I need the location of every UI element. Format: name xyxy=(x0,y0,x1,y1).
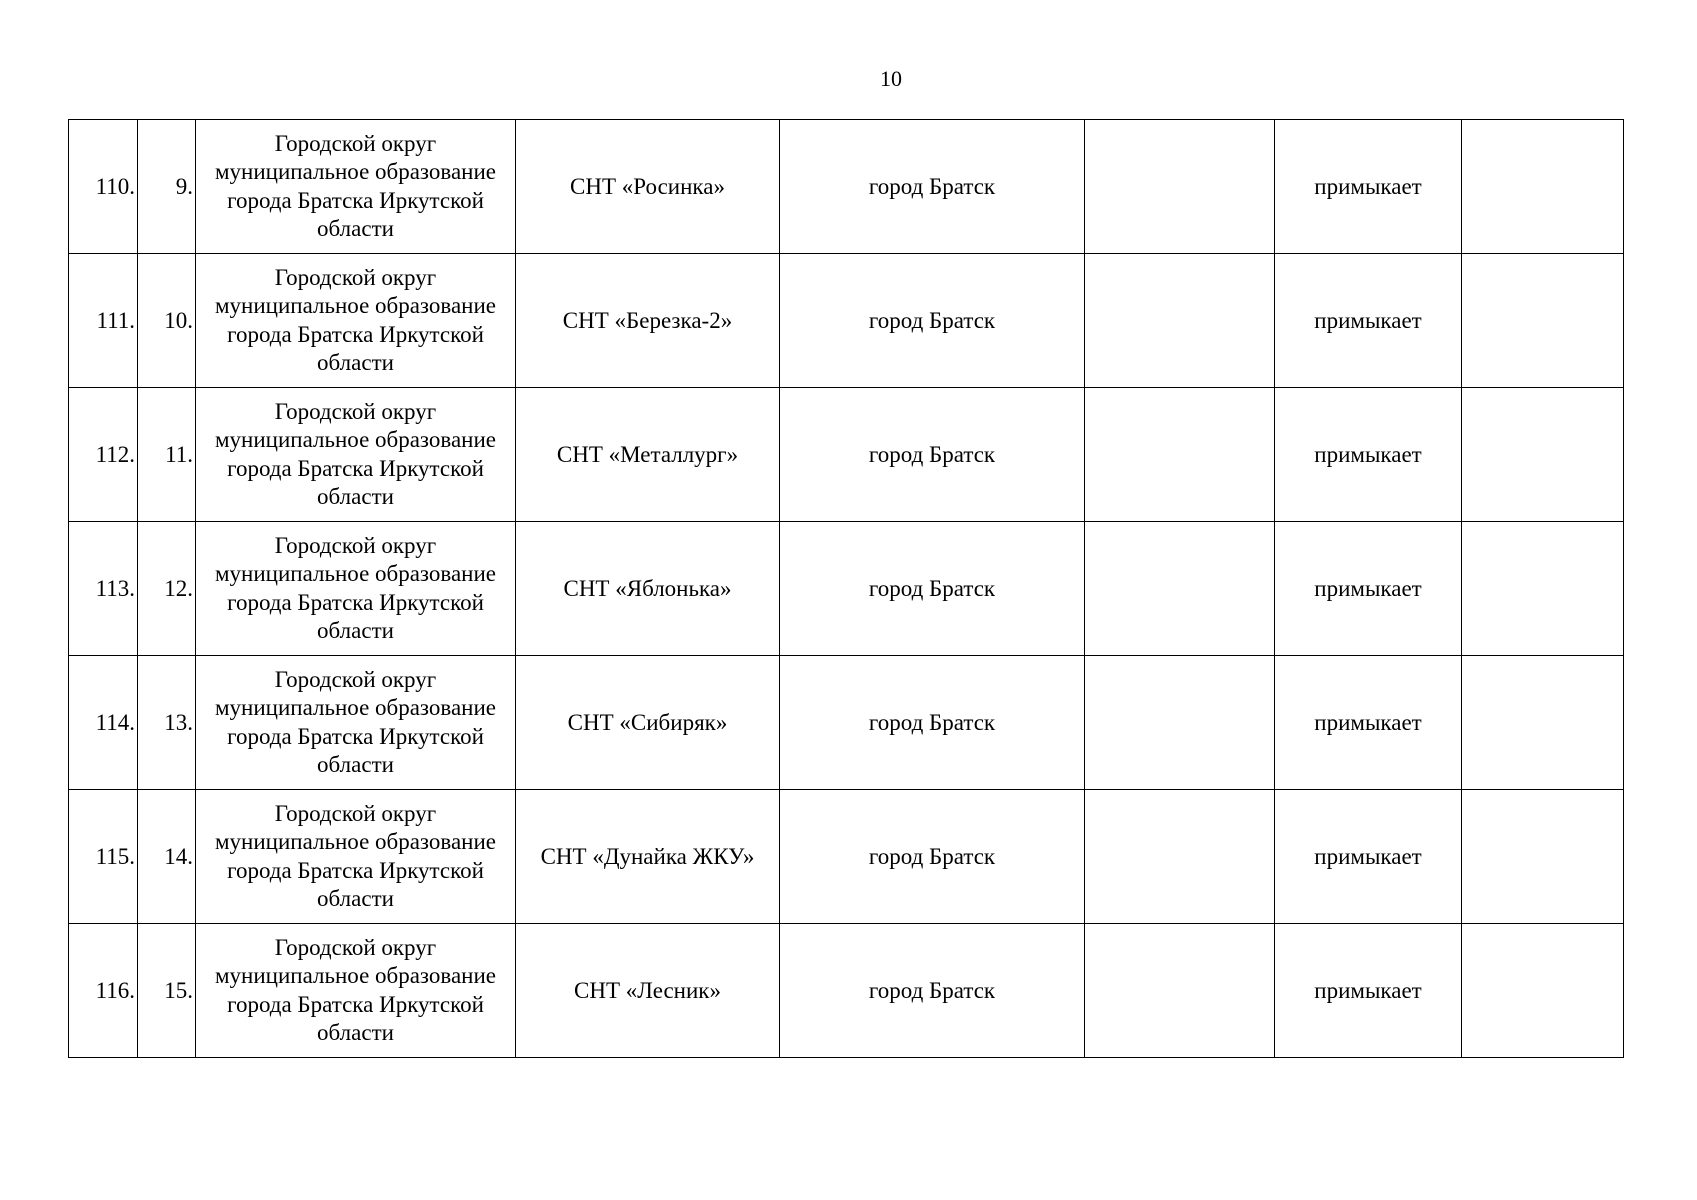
global-number-cell: 116. xyxy=(69,924,138,1058)
settlement-cell: город Братск xyxy=(780,924,1085,1058)
table-row xyxy=(69,924,1624,1058)
table-row xyxy=(69,388,1624,522)
local-number-cell: 12. xyxy=(138,522,196,656)
empty-cell xyxy=(1462,522,1624,656)
page-number: 10 xyxy=(880,66,902,91)
local-number-cell: 13. xyxy=(138,656,196,790)
relation-cell: примыкает xyxy=(1275,120,1462,254)
empty-cell xyxy=(1085,656,1275,790)
global-number-cell: 112. xyxy=(69,388,138,522)
table-row xyxy=(69,656,1624,790)
table-row xyxy=(69,790,1624,924)
relation-cell: примыкает xyxy=(1275,656,1462,790)
relation-cell: примыкает xyxy=(1275,254,1462,388)
municipality-cell: Городской округ муниципальное образование города Братска Иркутской области xyxy=(196,388,516,522)
object-cell: СНТ «Лесник» xyxy=(516,924,780,1058)
local-number-cell: 10. xyxy=(138,254,196,388)
empty-cell xyxy=(1462,254,1624,388)
relation-cell: примыкает xyxy=(1275,388,1462,522)
object-cell: СНТ «Металлург» xyxy=(516,388,780,522)
municipality-cell: Городской округ муниципальное образование города Братска Иркутской области xyxy=(196,656,516,790)
settlements-table xyxy=(68,119,1624,1058)
object-cell: СНТ «Росинка» xyxy=(516,120,780,254)
global-number-cell: 114. xyxy=(69,656,138,790)
municipality-cell: Городской округ муниципальное образование города Братска Иркутской области xyxy=(196,924,516,1058)
local-number-cell: 11. xyxy=(138,388,196,522)
settlement-cell: город Братск xyxy=(780,522,1085,656)
municipality-cell: Городской округ муниципальное образование города Братска Иркутской области xyxy=(196,522,516,656)
local-number-cell: 15. xyxy=(138,924,196,1058)
empty-cell xyxy=(1085,924,1275,1058)
local-number-cell: 14. xyxy=(138,790,196,924)
empty-cell xyxy=(1462,388,1624,522)
settlement-cell: город Братск xyxy=(780,120,1085,254)
object-cell: СНТ «Дунайка ЖКУ» xyxy=(516,790,780,924)
empty-cell xyxy=(1462,120,1624,254)
relation-cell: примыкает xyxy=(1275,522,1462,656)
table-row xyxy=(69,522,1624,656)
settlement-cell: город Братск xyxy=(780,790,1085,924)
table-row xyxy=(69,254,1624,388)
global-number-cell: 115. xyxy=(69,790,138,924)
empty-cell xyxy=(1085,388,1275,522)
empty-cell xyxy=(1462,924,1624,1058)
municipality-cell: Городской округ муниципальное образование города Братска Иркутской области xyxy=(196,120,516,254)
relation-cell: примыкает xyxy=(1275,790,1462,924)
object-cell: СНТ «Яблонька» xyxy=(516,522,780,656)
object-cell: СНТ «Березка-2» xyxy=(516,254,780,388)
settlement-cell: город Братск xyxy=(780,656,1085,790)
empty-cell xyxy=(1462,790,1624,924)
empty-cell xyxy=(1085,254,1275,388)
empty-cell xyxy=(1085,790,1275,924)
municipality-cell: Городской округ муниципальное образование города Братска Иркутской области xyxy=(196,790,516,924)
object-cell: СНТ «Сибиряк» xyxy=(516,656,780,790)
municipality-cell: Городской округ муниципальное образование города Братска Иркутской области xyxy=(196,254,516,388)
table-row xyxy=(69,120,1624,254)
local-number-cell: 9. xyxy=(138,120,196,254)
relation-cell: примыкает xyxy=(1275,924,1462,1058)
settlement-cell: город Братск xyxy=(780,388,1085,522)
empty-cell xyxy=(1462,656,1624,790)
settlement-cell: город Братск xyxy=(780,254,1085,388)
global-number-cell: 113. xyxy=(69,522,138,656)
empty-cell xyxy=(1085,120,1275,254)
global-number-cell: 110. xyxy=(69,120,138,254)
global-number-cell: 111. xyxy=(69,254,138,388)
empty-cell xyxy=(1085,522,1275,656)
